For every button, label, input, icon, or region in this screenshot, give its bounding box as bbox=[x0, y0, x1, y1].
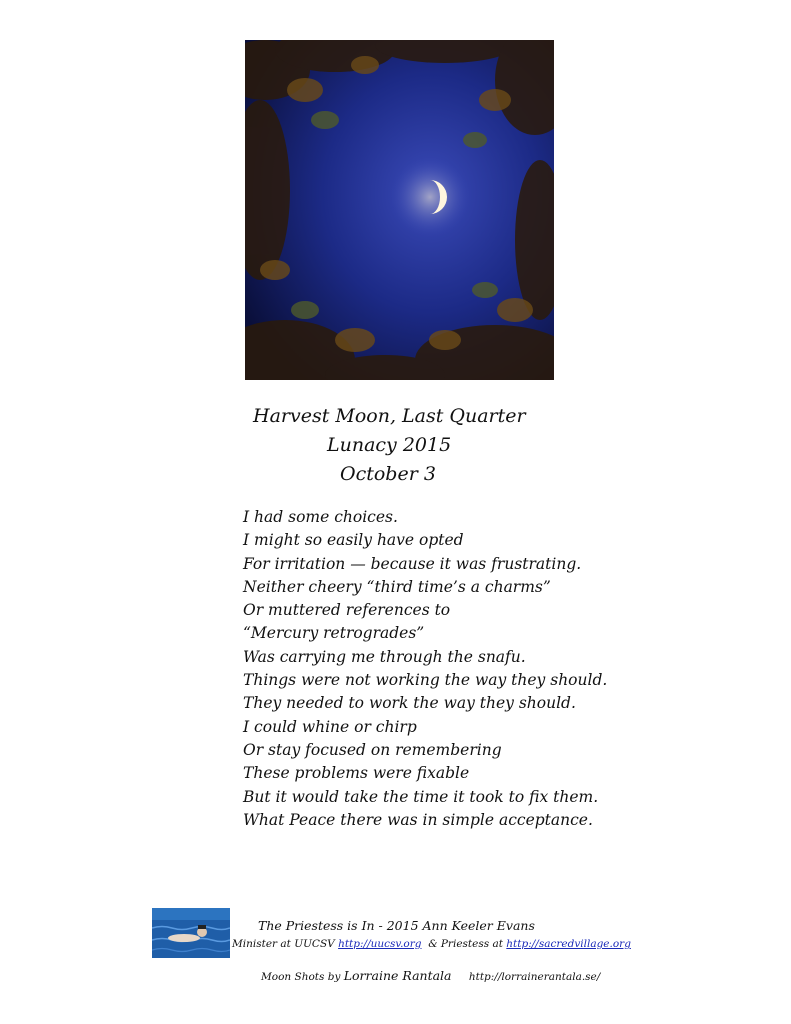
swimmer-photo bbox=[152, 908, 230, 958]
poem-line: Or muttered references to bbox=[243, 601, 451, 620]
moon-credit bbox=[261, 968, 600, 983]
poem-line: I had some choices. bbox=[243, 508, 398, 526]
priestess-label: & Priestess at bbox=[428, 938, 503, 950]
poem-line: These problems were fixable bbox=[243, 764, 470, 783]
poem-line: Was carrying me through the snafu. bbox=[243, 647, 526, 666]
poem-line: I might so easily have opted bbox=[243, 531, 464, 550]
title-line-3: October 3 bbox=[340, 463, 436, 485]
poem-line: Or stay focused on remembering bbox=[243, 740, 502, 759]
poem-line: Neither cheery “third time’s a charms” bbox=[243, 577, 551, 596]
poem-line: What Peace there was in simple acceptance. bbox=[243, 810, 593, 829]
minister-label: Minister at UUCSV bbox=[232, 938, 335, 950]
sacredvillage-link[interactable]: http://sacredvillage.org bbox=[506, 938, 631, 950]
footer-heading: The Priestess is In - 2015 Ann Keeler Evans bbox=[258, 918, 535, 933]
title-line-2: Lunacy 2015 bbox=[327, 434, 452, 456]
poem-line: But it would take the time it took to fix them. bbox=[243, 787, 599, 806]
poem bbox=[243, 506, 607, 832]
title-line-1: Harvest Moon, Last Quarter bbox=[253, 405, 526, 427]
poem-line: Things were not working the way they should. bbox=[243, 671, 608, 690]
poem-line: For irritation — because it was frustrating. bbox=[243, 554, 582, 573]
poem-line: They needed to work the way they should. bbox=[243, 694, 576, 713]
title-block bbox=[0, 402, 791, 489]
uucsv-link[interactable]: http://uucsv.org bbox=[338, 938, 422, 950]
moon-credit-label: Moon Shots by bbox=[261, 971, 341, 983]
photographer-name: Lorraine Rantala bbox=[343, 968, 452, 983]
moon-photo bbox=[245, 40, 554, 380]
poem-line: I could whine or chirp bbox=[243, 717, 417, 736]
footer-affiliations bbox=[232, 938, 631, 950]
photographer-url: http://lorrainerantala.se/ bbox=[468, 971, 601, 983]
poem-line: “Mercury retrogrades” bbox=[243, 624, 425, 643]
